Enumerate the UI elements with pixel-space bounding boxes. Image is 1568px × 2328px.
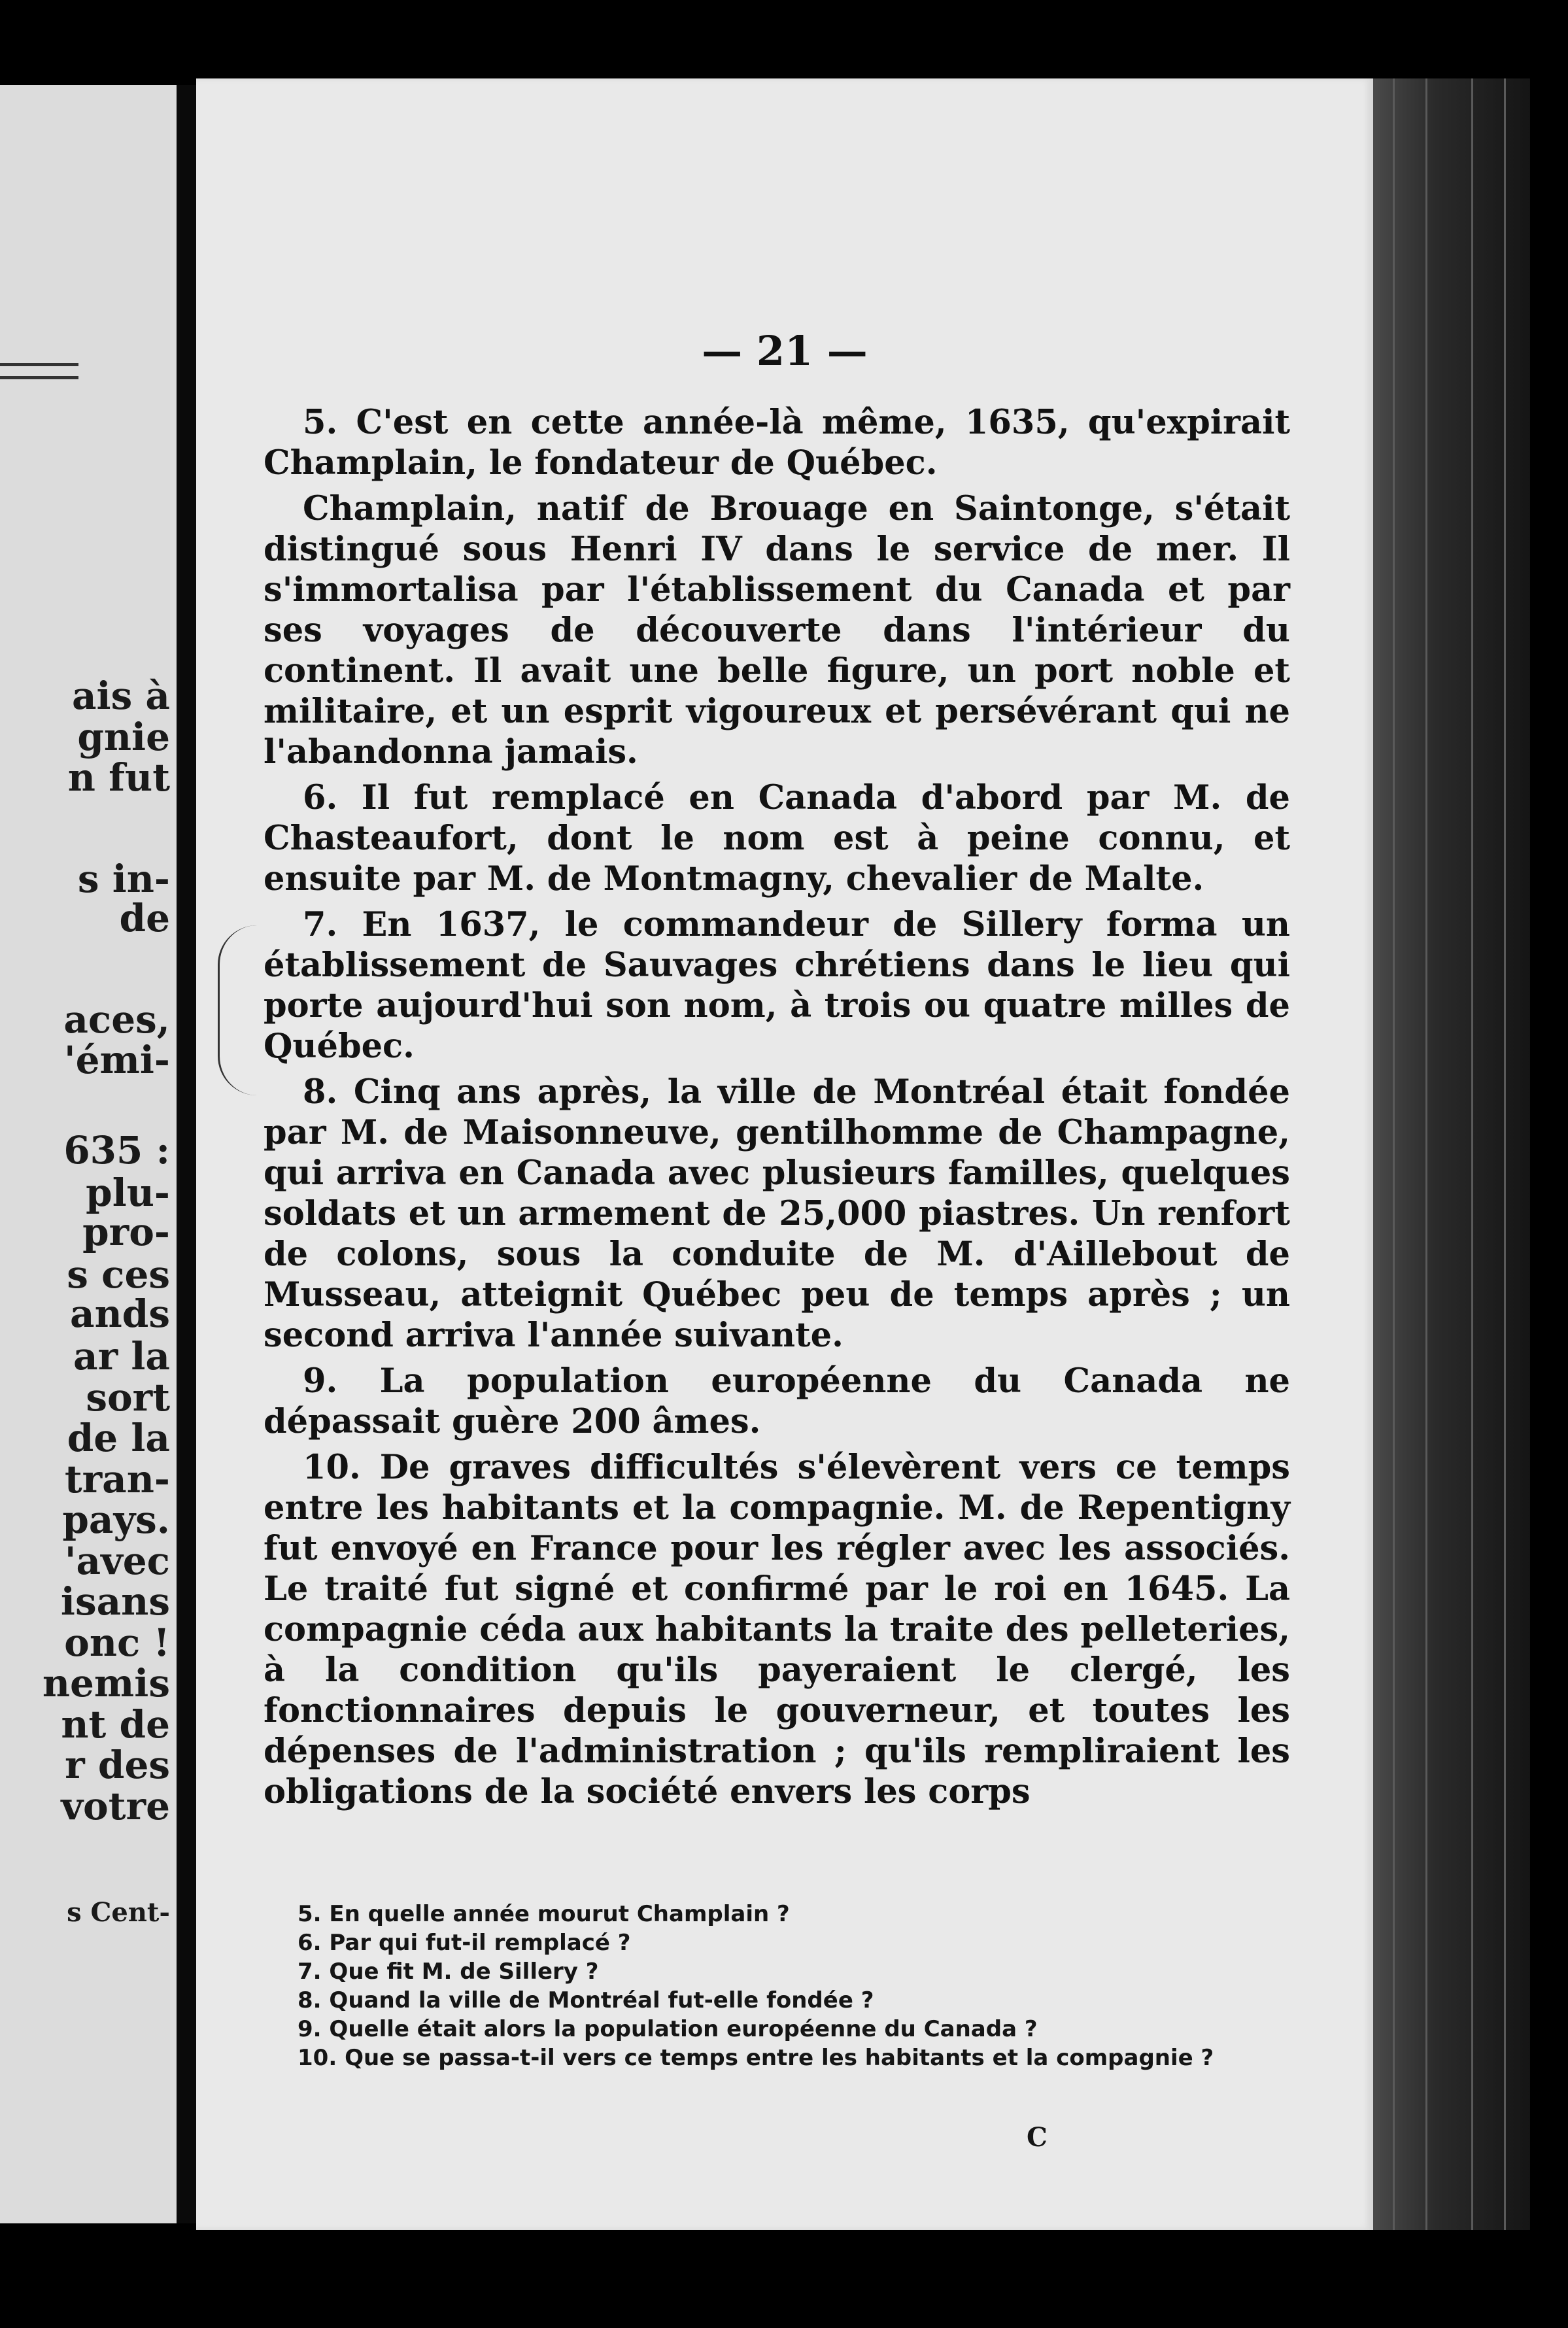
left-page-fragment: 'émi- [63, 1038, 170, 1082]
left-page-fragment: nemis [42, 1661, 170, 1705]
page-number: — 21 — [702, 327, 868, 375]
left-page-fragment: 635 : [63, 1128, 170, 1173]
book-gutter [177, 85, 196, 2223]
question: 9. Quelle était alors la population européenne du Canada ? [298, 2016, 1038, 2042]
left-page-fragment: s ces [67, 1252, 170, 1297]
paragraph: 7. En 1637, le commandeur de Sillery forma un établissement de Sauvages chrétiens dans le lieu qui porte aujourd'hui son nom, à trois ou quatre milles de Québec. [264, 905, 1290, 1066]
left-page-fragment: isans [60, 1579, 170, 1624]
book-page [196, 78, 1373, 2230]
page-edge [1373, 78, 1530, 2230]
paragraph: 6. Il fut remplacé en Canada d'abord par M. de Chasteaufort, dont le nom est à peine connu, et ensuite par M. de Montmagny, chevalier de Malte. [264, 778, 1290, 899]
left-page-fragment: n fut [67, 755, 170, 800]
left-page-fragment: plu- [86, 1171, 170, 1215]
question: 7. Que fit M. de Sillery ? [298, 1959, 599, 1985]
question: 10. Que se passa-t-il vers ce temps entre les habitants et la compagnie ? [298, 2045, 1214, 2071]
left-page-fragment: s Cent- [67, 1897, 170, 1928]
left-page-rule [0, 363, 78, 366]
question: 5. En quelle année mourut Champlain ? [298, 1901, 790, 1927]
left-page-fragment: votre [61, 1784, 170, 1828]
paragraph: 10. De graves difficultés s'élevèrent vers ce temps entre les habitants et la compagnie. M. de Repentigny fut envoyé en France pour les régler avec les associés. Le traité fut signé et confirmé par le roi en 1645. La compagnie céda aux habitants la traite des pelleteries, à la condition qu'ils payeraient le clergé, les fonctionnaires depuis le gouverneur, et toutes les dépenses de l'administration ; qu'ils rempliraient les obligations de la société envers les corps [264, 1448, 1290, 1811]
left-page-fragment: nt de [61, 1702, 170, 1747]
left-page-fragment: onc ! [64, 1620, 170, 1665]
left-page-fragment: ar la [73, 1334, 170, 1378]
left-page-fragment: de la [67, 1416, 170, 1460]
question: 6. Par qui fut-il remplacé ? [298, 1930, 631, 1956]
left-page-fragment: ais à [71, 674, 170, 718]
left-page-fragment: r des [65, 1743, 170, 1787]
signature-mark: C [1027, 2122, 1048, 2153]
left-page-fragment: sort [86, 1375, 170, 1420]
paragraph: 9. La population européenne du Canada ne dépassait guère 200 âmes. [264, 1361, 1290, 1441]
left-page-fragment: de [119, 896, 170, 940]
left-page-fragment: 'avec [64, 1539, 170, 1583]
left-page-fragment: gnie [77, 715, 170, 759]
left-page-fragment: pays. [62, 1498, 170, 1542]
review-questions [298, 1900, 1291, 2072]
left-facing-page [0, 85, 177, 2223]
question: 8. Quand la ville de Montréal fut-elle fondée ? [298, 1987, 874, 2013]
left-page-fragment: aces, [63, 997, 170, 1042]
left-page-fragment: tran- [64, 1457, 170, 1501]
paragraph: 8. Cinq ans après, la ville de Montréal était fondée par M. de Maisonneuve, gentilhomme de Champagne, qui arriva en Canada avec plusieurs familles, quelques soldats et un armement de 25,000 piastres. Un renfort de colons, sous la conduite de M. d'Aillebout de Musseau, atteignit Québec peu de temps après ; un second arriva l'année suivante. [264, 1072, 1290, 1355]
paragraph: 5. C'est en cette année-là même, 1635, qu'expirait Champlain, le fondateur de Québec. [264, 403, 1290, 483]
left-page-fragment: s in- [77, 857, 170, 901]
body-text [264, 402, 1290, 1817]
left-page-rule [0, 376, 78, 379]
left-page-fragment: pro- [82, 1210, 170, 1254]
paragraph: Champlain, natif de Brouage en Saintonge, s'était distingué sous Henri IV dans le service de mer. Il s'immortalisa par l'établissement du Canada et par ses voyages de découverte dans l'intérieur du continent. Il avait une belle figure, un port noble et militaire, et un esprit vigoureux et persévérant qui ne l'abandonna jamais. [264, 489, 1290, 772]
left-page-fragment: ands [70, 1292, 170, 1336]
